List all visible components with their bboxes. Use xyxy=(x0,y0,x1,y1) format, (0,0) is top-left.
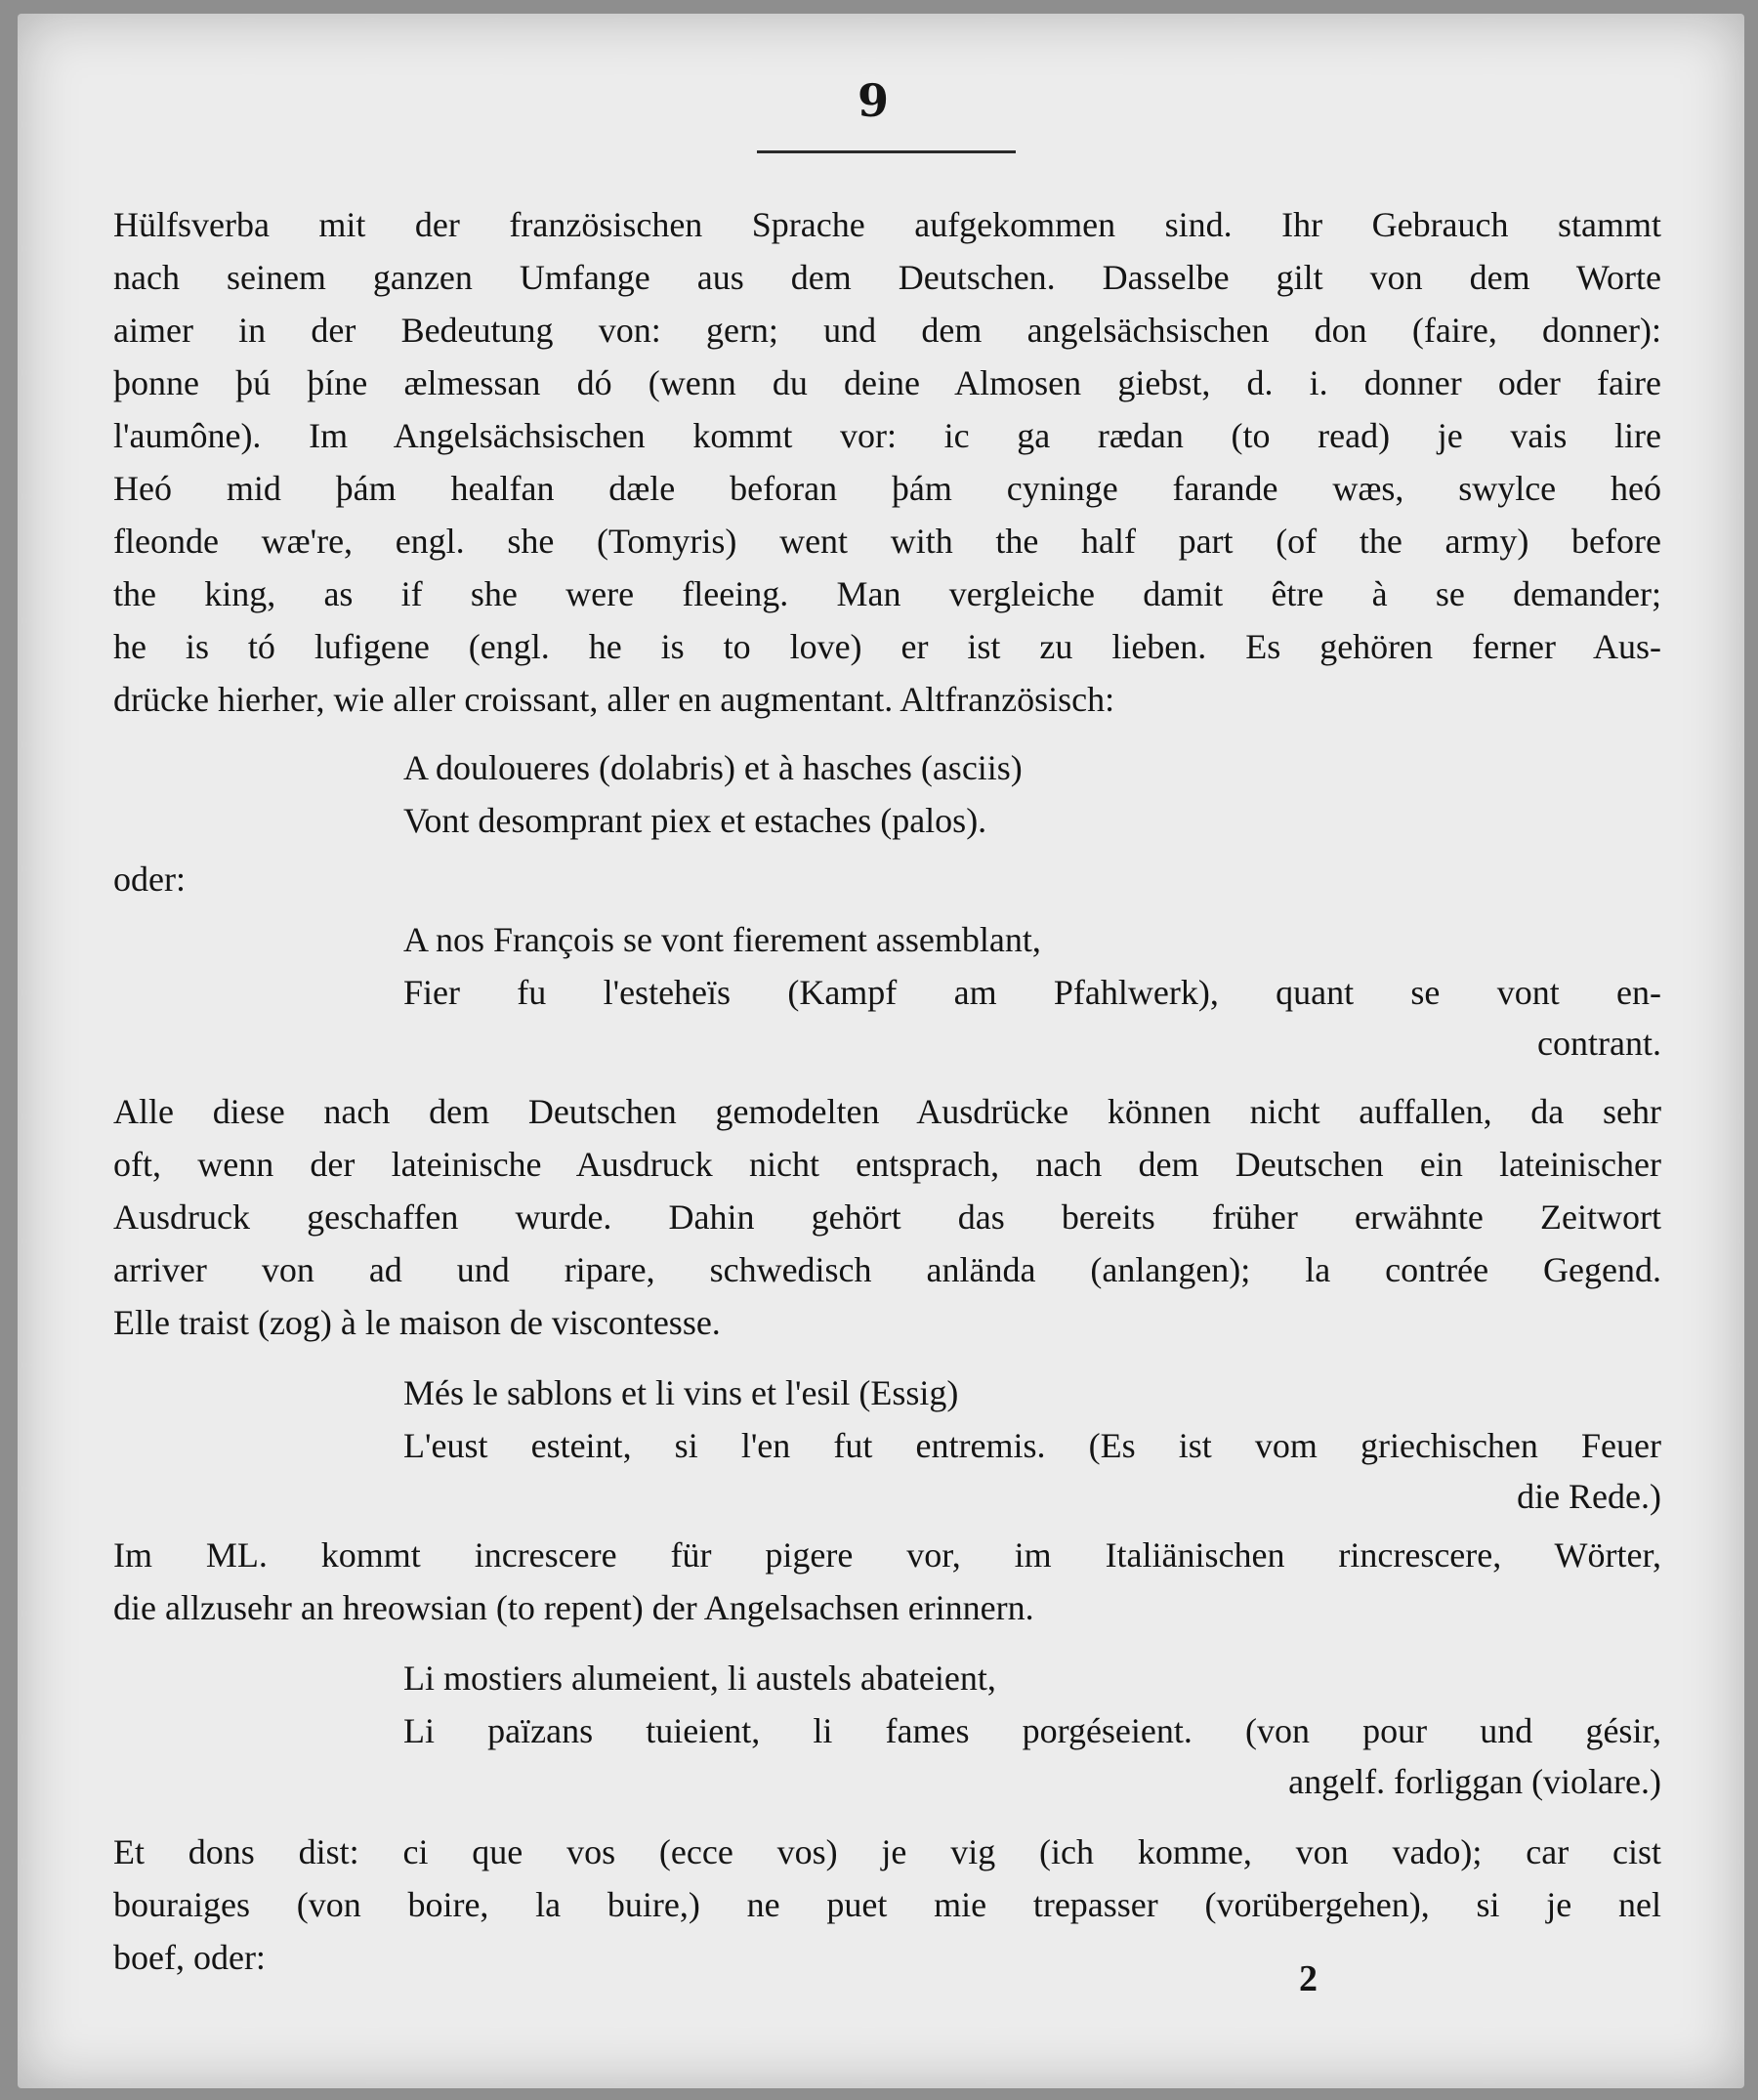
verse-line: Li mostiers alumeient, li austels abateient, xyxy=(403,1659,996,1698)
verse-line: Li païzans tuieient, li fames porgéseient. (von pour und gésir, xyxy=(403,1711,1661,1750)
text-line: fleonde wæ're, engl. she (Tomyris) went with the half part (of the army) before xyxy=(113,522,1661,561)
text-line: arriver von ad und ripare, schwedisch anlända (anlangen); la contrée Gegend. xyxy=(113,1250,1661,1289)
text-line: Im ML. kommt increscere für pigere vor, im Italiänischen rincrescere, Wörter, xyxy=(113,1535,1661,1575)
text-line: Ausdruck geschaffen wurde. Dahin gehört das bereits früher erwähnte Zeitwort xyxy=(113,1197,1661,1237)
text-line: nach seinem ganzen Umfange aus dem Deutschen. Dasselbe gilt von dem Worte xyxy=(113,258,1661,297)
verse-line: Més le sablons et li vins et l'esil (Essig) xyxy=(403,1373,959,1412)
text-line: drücke hierher, wie aller croissant, aller en augmentant. Altfranzösisch: xyxy=(113,680,1115,719)
text-line: Et dons dist: ci que vos (ecce vos) je vig (ich komme, von vado); car cist xyxy=(113,1832,1661,1871)
text-line: Heó mid þám healfan dæle beforan þám cyninge farande wæs, swylce heó xyxy=(113,469,1661,508)
verse-line: contrant. xyxy=(1537,1024,1661,1063)
verse-line: Vont desomprant piex et estaches (palos). xyxy=(403,801,987,840)
text-line: aimer in der Bedeutung von: gern; und dem angelsächsischen don (faire, donner): xyxy=(113,311,1661,350)
verse-line: Fier fu l'esteheïs (Kampf am Pfahlwerk), quant se vont en- xyxy=(403,973,1661,1012)
text-line: boef, oder: xyxy=(113,1938,266,1977)
header-rule xyxy=(757,150,1016,153)
text-line: Elle traist (zog) à le maison de viscontesse. xyxy=(113,1303,721,1342)
verse-line: die Rede.) xyxy=(1517,1477,1661,1516)
verse-line: angelf. forliggan (violare.) xyxy=(1288,1762,1661,1801)
book-page xyxy=(18,14,1744,2088)
verse-line: A nos François se vont fierement assemblant, xyxy=(403,920,1041,959)
text-line: þonne þú þíne ælmessan dó (wenn du deine Almosen giebst, d. i. donner oder faire xyxy=(113,363,1661,402)
verse-line: L'eust esteint, si l'en fut entremis. (Es ist vom griechischen Feuer xyxy=(403,1426,1661,1465)
text-line: oft, wenn der lateinische Ausdruck nicht entsprach, nach dem Deutschen ein lateinischer xyxy=(113,1145,1661,1184)
text-line: Alle diese nach dem Deutschen gemodelten Ausdrücke können nicht auffallen, da sehr xyxy=(113,1092,1661,1131)
verse-line: A douloueres (dolabris) et à hasches (asciis) xyxy=(403,748,1023,787)
text-line: he is tó lufigene (engl. he is to love) er ist zu lieben. Es gehören ferner Aus- xyxy=(113,627,1661,666)
text-line: oder: xyxy=(113,860,186,899)
text-line: die allzusehr an hreowsian (to repent) der Angelsachsen erinnern. xyxy=(113,1588,1034,1627)
signature-mark: 2 xyxy=(1299,1958,1318,1999)
text-line: the king, as if she were fleeing. Man vergleiche damit être à se demander; xyxy=(113,574,1661,613)
text-line: l'aumône). Im Angelsächsischen kommt vor: ic ga rædan (to read) je vais lire xyxy=(113,416,1661,455)
text-line: bouraiges (von boire, la buire,) ne puet mie trepasser (vorübergehen), si je nel xyxy=(113,1885,1661,1924)
text-line: Hülfsverba mit der französischen Sprache aufgekommen sind. Ihr Gebrauch stammt xyxy=(113,205,1661,244)
page-number: 9 xyxy=(858,74,890,127)
